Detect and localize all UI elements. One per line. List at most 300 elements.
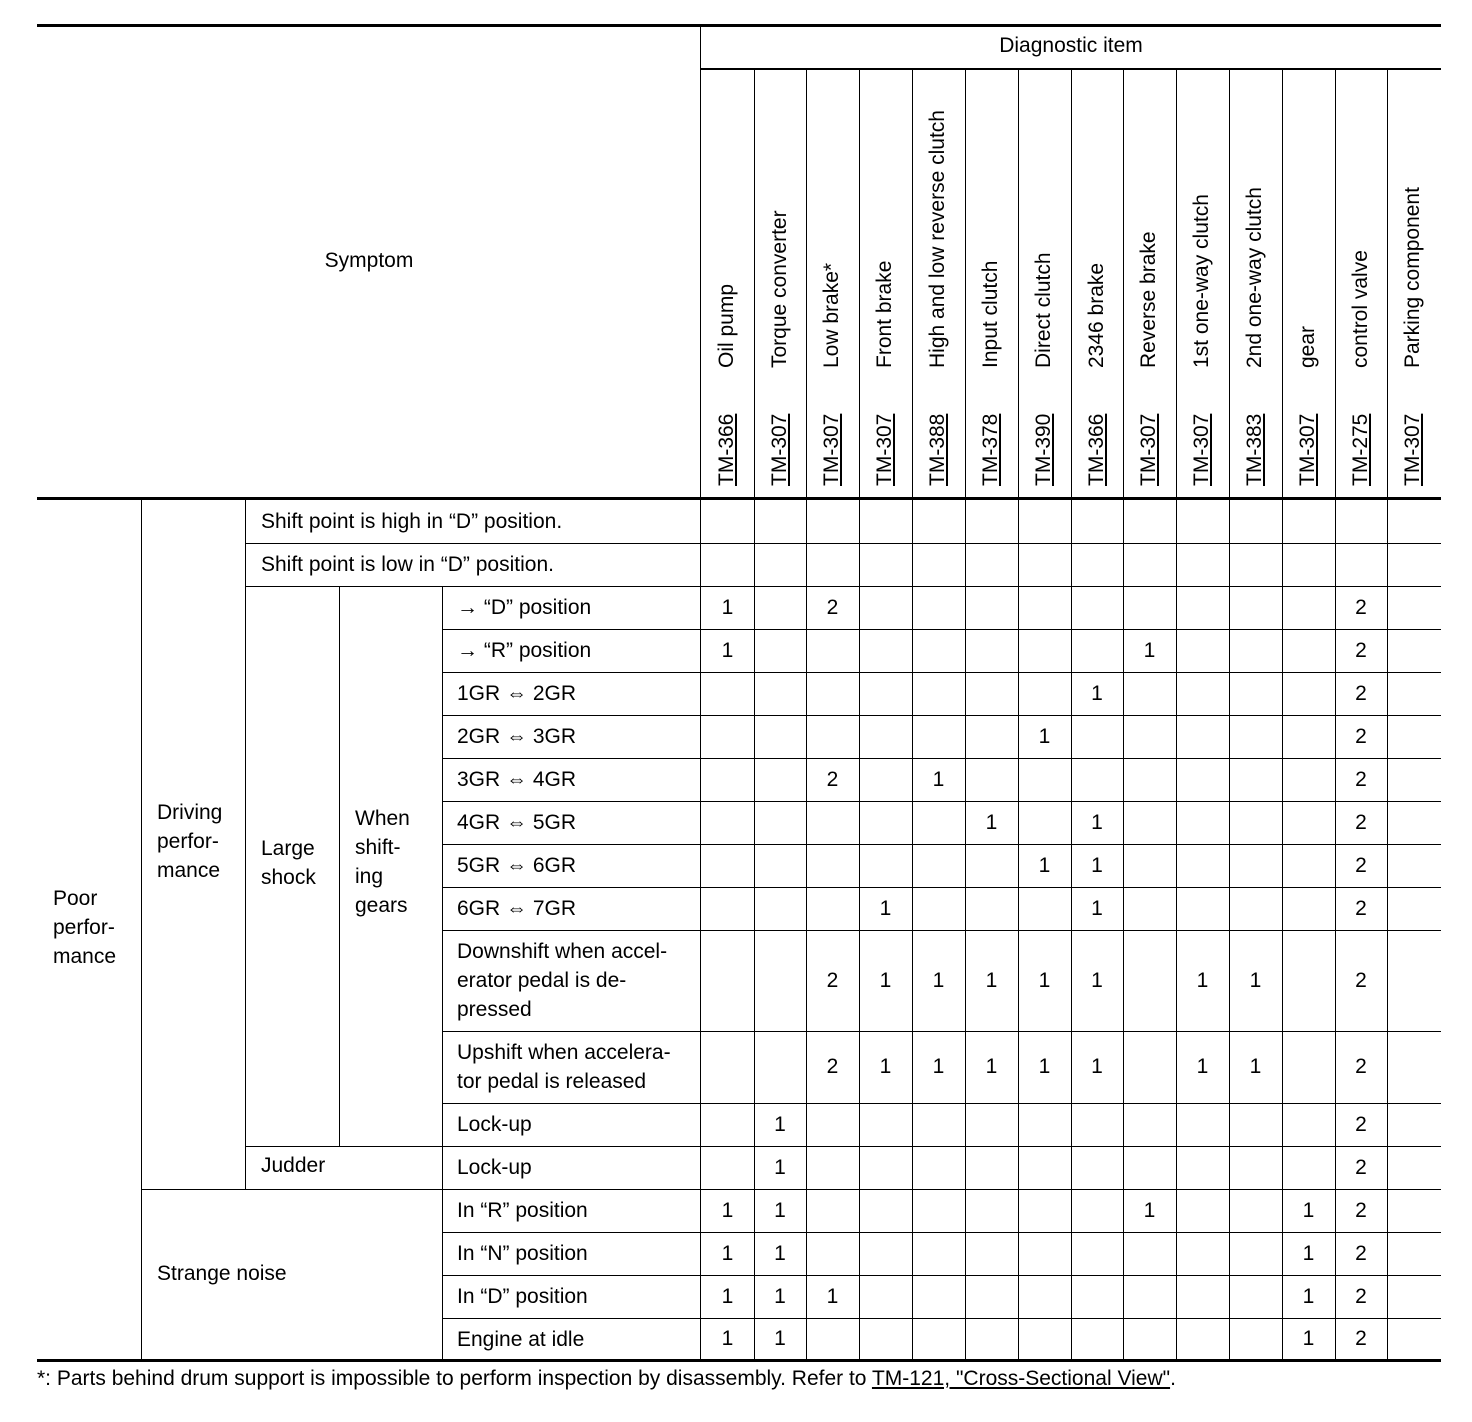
row-label: Lock-up [457, 1156, 532, 1179]
table-cell [1387, 887, 1440, 930]
table-cell [806, 629, 859, 672]
table-cell [1229, 629, 1282, 672]
table-cell [859, 801, 912, 844]
table-cell [965, 586, 1018, 629]
table-cell [965, 629, 1018, 672]
table-cell [912, 1275, 965, 1318]
column-separator [912, 69, 913, 1360]
table-cell [1176, 500, 1229, 543]
column-separator [754, 69, 755, 1360]
table-cell [1229, 500, 1282, 543]
table-cell [912, 500, 965, 543]
row-separator [442, 844, 1441, 845]
table-cell: 1 [1091, 682, 1103, 705]
table-cell: 1 [932, 768, 945, 791]
table-cell: 1 [1302, 1327, 1315, 1350]
table-cell [754, 930, 806, 1031]
table-cell [1018, 758, 1071, 801]
table-cell [1282, 1103, 1335, 1146]
table-cell [754, 715, 806, 758]
table-cell: 2 [1355, 768, 1367, 791]
table-cell [859, 1275, 912, 1318]
group-when-shifting-gears: When shift- ing gears [355, 807, 410, 917]
column-separator [1387, 69, 1388, 1360]
table-cell [965, 1275, 1018, 1318]
table-cell [965, 1146, 1018, 1189]
table-cell: 2 [1355, 897, 1367, 920]
row-label: 2GR ⇔ 3GR [457, 725, 577, 748]
table-cell [965, 715, 1018, 758]
table-cell [1123, 758, 1176, 801]
footnote-text: *: Parts behind drum support is impossible to perform inspection by disassembly. Refer to [37, 1367, 872, 1390]
table-cell [965, 758, 1018, 801]
column-separator [806, 69, 807, 1360]
table-cell [1123, 930, 1176, 1031]
table-cell [1123, 887, 1176, 930]
table-cell [1018, 629, 1071, 672]
group-strange-noise: Strange noise [157, 1262, 287, 1285]
table-cell [1335, 543, 1387, 586]
table-cell [1018, 801, 1071, 844]
table-cell [701, 672, 754, 715]
column-separator [1282, 69, 1283, 1360]
table-cell: 2 [1355, 725, 1367, 748]
table-cell [1387, 1318, 1440, 1360]
row-label: → “D” position [457, 596, 592, 619]
table-cell: 1 [1302, 1285, 1315, 1308]
table-cell [1229, 1232, 1282, 1275]
table-cell [859, 1232, 912, 1275]
table-cell [1387, 1103, 1440, 1146]
column-separator [1071, 69, 1072, 1360]
table-cell [1123, 543, 1176, 586]
table-cell [1123, 672, 1176, 715]
table-cell [1176, 672, 1229, 715]
table-cell [1123, 1103, 1176, 1146]
table-cell: 1 [1091, 897, 1103, 920]
table-cell: 1 [932, 969, 945, 992]
table-cell [1282, 930, 1335, 1031]
table-cell [1018, 672, 1071, 715]
table-cell [859, 1146, 912, 1189]
column-separator [1176, 69, 1177, 1360]
column-ref-link[interactable]: TM-366 [1085, 413, 1108, 486]
column-ref-link[interactable]: TM-307 [1401, 413, 1424, 486]
table-cell [701, 500, 754, 543]
table-cell [1123, 715, 1176, 758]
table-cell [1071, 758, 1123, 801]
table-cell [806, 801, 859, 844]
table-cell: 2 [1355, 1199, 1367, 1222]
table-cell [806, 1103, 859, 1146]
diagnostic-item-header: Diagnostic item [999, 34, 1143, 57]
table-cell [1123, 586, 1176, 629]
table-cell [1282, 629, 1335, 672]
table-cell: 2 [826, 596, 839, 619]
table-cell [806, 543, 859, 586]
table-cell [1229, 844, 1282, 887]
table-cell [859, 586, 912, 629]
table-cell [1282, 543, 1335, 586]
table-cell: 1 [721, 639, 734, 662]
table-cell [754, 586, 806, 629]
table-cell [912, 1318, 965, 1360]
table-cell [1071, 715, 1123, 758]
table-cell [1018, 1189, 1071, 1232]
table-cell [1123, 1275, 1176, 1318]
table-cell [965, 1103, 1018, 1146]
column-ref-link[interactable]: TM-307 [1190, 413, 1213, 486]
table-cell: 1 [774, 1113, 786, 1136]
table-cell [1387, 844, 1440, 887]
row-label: → “R” position [457, 639, 592, 662]
table-cell: 1 [1038, 854, 1051, 877]
footnote [37, 1367, 1176, 1391]
table-cell [754, 672, 806, 715]
table-cell [1387, 715, 1440, 758]
table-cell: 1 [1302, 1199, 1315, 1222]
column-ref-link[interactable]: TM-390 [1032, 413, 1055, 486]
table-cell [701, 844, 754, 887]
table-cell: 1 [774, 1327, 786, 1350]
column-separator [965, 69, 966, 1360]
table-cell [965, 672, 1018, 715]
table-cell: 1 [1091, 811, 1103, 834]
table-cell: 2 [1355, 1055, 1367, 1078]
table-cell [965, 844, 1018, 887]
table-cell [1387, 801, 1440, 844]
table-cell: 2 [1355, 596, 1367, 619]
table-cell: 1 [985, 811, 998, 834]
column-header: Low brake* [820, 262, 843, 368]
row-label: 3GR ⇔ 4GR [457, 768, 577, 791]
column-separator [1335, 69, 1336, 1360]
table-cell [806, 844, 859, 887]
table-cell [701, 930, 754, 1031]
table-cell [912, 801, 965, 844]
table-cell [1229, 1318, 1282, 1360]
table-cell [859, 758, 912, 801]
row-separator [442, 715, 1441, 716]
table-cell [1176, 844, 1229, 887]
table-cell [859, 672, 912, 715]
table-cell [1229, 887, 1282, 930]
table-cell [1071, 1275, 1123, 1318]
table-cell [1123, 1146, 1176, 1189]
table-cell: 1 [879, 1055, 892, 1078]
table-cell [1229, 543, 1282, 586]
row-separator [442, 887, 1441, 888]
table-cell [1176, 1103, 1229, 1146]
table-cell [1176, 1232, 1229, 1275]
table-cell [1335, 500, 1387, 543]
row-separator [141, 1189, 1441, 1190]
table-cell [1282, 500, 1335, 543]
table-cell [1282, 887, 1335, 930]
table-cell [912, 586, 965, 629]
table-cell [806, 715, 859, 758]
table-cell: 1 [932, 1055, 945, 1078]
table-cell [754, 801, 806, 844]
group-divider-1 [141, 500, 142, 1360]
table-cell [965, 887, 1018, 930]
table-cell [965, 1189, 1018, 1232]
table-cell: 1 [774, 1156, 786, 1179]
table-cell: 2 [1355, 969, 1367, 992]
table-cell [912, 844, 965, 887]
footnote-link[interactable]: TM-121, "Cross-Sectional View" [871, 1367, 1171, 1390]
table-cell [701, 1031, 754, 1103]
table-cell [754, 629, 806, 672]
column-header: Direct clutch [1032, 252, 1055, 368]
table-cell [1176, 1275, 1229, 1318]
row-label: In “N” position [457, 1242, 588, 1265]
group-judder: Judder [261, 1154, 326, 1177]
table-cell [1176, 887, 1229, 930]
row-label: 5GR ⇔ 6GR [457, 854, 577, 877]
table-cell [1176, 629, 1229, 672]
column-header: 2346 brake [1085, 262, 1108, 368]
table-cell: 2 [1355, 1285, 1367, 1308]
table-cell [912, 672, 965, 715]
table-cell [1123, 1031, 1176, 1103]
table-cell [1123, 1232, 1176, 1275]
table-cell [859, 500, 912, 543]
group-divider-3 [339, 586, 340, 1146]
table-cell: 1 [1249, 969, 1262, 992]
table-cell [1229, 672, 1282, 715]
table-cell [701, 543, 754, 586]
row-label: 6GR ⇔ 7GR [457, 897, 577, 920]
table-cell [1071, 1318, 1123, 1360]
column-ref-link[interactable]: TM-366 [715, 413, 738, 486]
table-cell [1176, 543, 1229, 586]
column-ref-link[interactable]: TM-388 [926, 413, 949, 486]
table-cell [859, 629, 912, 672]
table-cell: 1 [774, 1242, 786, 1265]
table-cell: 1 [721, 1285, 734, 1308]
row-separator [442, 1318, 1441, 1319]
group-poor-performance: Poor perfor- mance [53, 887, 117, 968]
column-ref-link[interactable]: TM-275 [1349, 413, 1372, 486]
table-cell: 1 [1091, 854, 1103, 877]
table-cell [912, 543, 965, 586]
column-ref-link[interactable]: TM-378 [979, 413, 1002, 486]
table-cell [1282, 758, 1335, 801]
table-cell [1123, 844, 1176, 887]
column-ref-link[interactable]: TM-307 [1296, 413, 1319, 486]
table-cell [1282, 844, 1335, 887]
table-cell [1387, 500, 1440, 543]
table-cell [1282, 586, 1335, 629]
table-cell [754, 844, 806, 887]
group-large-shock: Large shock [261, 837, 316, 889]
table-cell: 2 [1355, 854, 1367, 877]
table-cell [806, 1232, 859, 1275]
table-cell: 1 [721, 1242, 734, 1265]
column-header: Torque converter [768, 210, 791, 368]
table-cell [701, 887, 754, 930]
table-cell [1176, 586, 1229, 629]
column-separator [859, 69, 860, 1360]
table-cell [701, 715, 754, 758]
table-cell [1123, 801, 1176, 844]
column-header: Input clutch [979, 260, 1002, 368]
table-cell [1176, 715, 1229, 758]
table-cell: 1 [985, 969, 998, 992]
table-cell [912, 1232, 965, 1275]
table-cell: 1 [879, 969, 892, 992]
column-ref-link[interactable]: TM-383 [1243, 413, 1266, 486]
table-cell [1387, 930, 1440, 1031]
table-cell [912, 715, 965, 758]
table-cell [1018, 543, 1071, 586]
table-cell [1123, 500, 1176, 543]
table-cell: 1 [985, 1055, 998, 1078]
table-cell: 2 [826, 969, 839, 992]
table-cell [701, 1146, 754, 1189]
row-label: Downshift when accel- erator pedal is de- pressed [457, 940, 668, 1021]
row-separator [245, 543, 1441, 544]
table-cell: 1 [774, 1285, 786, 1308]
table-cell [1071, 1189, 1123, 1232]
table-cell [1176, 1146, 1229, 1189]
column-ref-link[interactable]: TM-307 [768, 413, 791, 486]
table-cell [912, 887, 965, 930]
table-cell [1176, 801, 1229, 844]
row-separator [442, 1031, 1441, 1032]
table-cell [1071, 629, 1123, 672]
table-cell [1229, 1103, 1282, 1146]
table-cell [754, 543, 806, 586]
table-cell [1387, 543, 1440, 586]
table-cell: 1 [721, 1327, 734, 1350]
row-label: Upshift when accelera- tor pedal is released [457, 1041, 671, 1093]
table-cell [1176, 758, 1229, 801]
table-cell [859, 844, 912, 887]
table-cell: 1 [1038, 725, 1051, 748]
table-cell: 1 [879, 897, 892, 920]
row-separator [442, 1275, 1441, 1276]
column-header: control valve [1349, 250, 1372, 368]
table-cell: 1 [774, 1199, 786, 1222]
table-cell [1387, 1146, 1440, 1189]
column-ref-link[interactable]: TM-307 [820, 413, 843, 486]
table-cell [1071, 1146, 1123, 1189]
table-cell [1123, 1318, 1176, 1360]
table-cell [806, 1189, 859, 1232]
table-cell: 1 [1249, 1055, 1262, 1078]
row-separator [442, 672, 1441, 673]
bottom-border [37, 1359, 1441, 1362]
table-cell [859, 1189, 912, 1232]
table-cell [806, 672, 859, 715]
column-ref-link[interactable]: TM-307 [1137, 413, 1160, 486]
column-header: Reverse brake [1137, 231, 1160, 368]
table-cell [912, 1103, 965, 1146]
table-cell: 1 [1143, 1199, 1156, 1222]
table-cell [1282, 672, 1335, 715]
table-cell [1387, 672, 1440, 715]
column-header: Parking component [1401, 187, 1424, 368]
row-label: In “R” position [457, 1199, 588, 1222]
group-driving-performance: Driving perfor- mance [157, 801, 223, 882]
row-separator [442, 629, 1441, 630]
table-cell [1018, 1318, 1071, 1360]
table-cell: 1 [1038, 1055, 1051, 1078]
table-cell [965, 1318, 1018, 1360]
table-cell [1229, 586, 1282, 629]
table-cell [1282, 1031, 1335, 1103]
column-ref-link[interactable]: TM-307 [873, 413, 896, 486]
table-cell [912, 1189, 965, 1232]
row-label: Lock-up [457, 1113, 532, 1136]
group-divider-2 [245, 500, 246, 1189]
table-cell [965, 500, 1018, 543]
table-cell [1071, 586, 1123, 629]
table-cell [1229, 715, 1282, 758]
table-cell [754, 1031, 806, 1103]
table-cell [1018, 1146, 1071, 1189]
row-separator [245, 586, 1441, 587]
table-cell [965, 1232, 1018, 1275]
table-cell [912, 1146, 965, 1189]
table-cell: 1 [1091, 1055, 1103, 1078]
table-cell: 2 [1355, 1242, 1367, 1265]
row-separator [442, 1103, 1441, 1104]
table-cell [1071, 543, 1123, 586]
column-header: 1st one-way clutch [1190, 194, 1213, 368]
table-cell: 1 [721, 596, 734, 619]
table-cell [1229, 1189, 1282, 1232]
table-cell: 1 [1196, 969, 1209, 992]
footnote-end: . [1170, 1367, 1176, 1390]
table-cell: 1 [1196, 1055, 1209, 1078]
table-cell: 2 [826, 768, 839, 791]
table-cell [1229, 1146, 1282, 1189]
table-cell [1387, 629, 1440, 672]
table-cell [1387, 1189, 1440, 1232]
table-cell [1387, 586, 1440, 629]
row-label: In “D” position [457, 1285, 588, 1308]
table-cell [701, 1103, 754, 1146]
top-border [37, 24, 1441, 27]
row-label: Engine at idle [457, 1327, 585, 1351]
row-label: Shift point is low in “D” position. [261, 553, 554, 576]
table-cell [806, 1146, 859, 1189]
table-cell [1387, 1275, 1440, 1318]
table-cell: 2 [1355, 1327, 1367, 1350]
table-cell [1018, 500, 1071, 543]
table-cell: 2 [1355, 811, 1367, 834]
table-cell: 1 [721, 1199, 734, 1222]
table-cell [1018, 1103, 1071, 1146]
column-separator [1123, 69, 1124, 1360]
column-header: Oil pump [715, 283, 738, 368]
table-cell: 2 [1355, 682, 1367, 705]
column-header: High and low reverse clutch [926, 110, 949, 368]
column-header: gear [1296, 325, 1319, 368]
table-cell [806, 1318, 859, 1360]
table-cell [754, 758, 806, 801]
table-cell [806, 887, 859, 930]
table-cell: 1 [1143, 639, 1156, 662]
row-separator [442, 758, 1441, 759]
row-separator [245, 1146, 1441, 1147]
table-cell [1018, 887, 1071, 930]
table-cell [1018, 1275, 1071, 1318]
header-bottom-border [37, 497, 1441, 500]
